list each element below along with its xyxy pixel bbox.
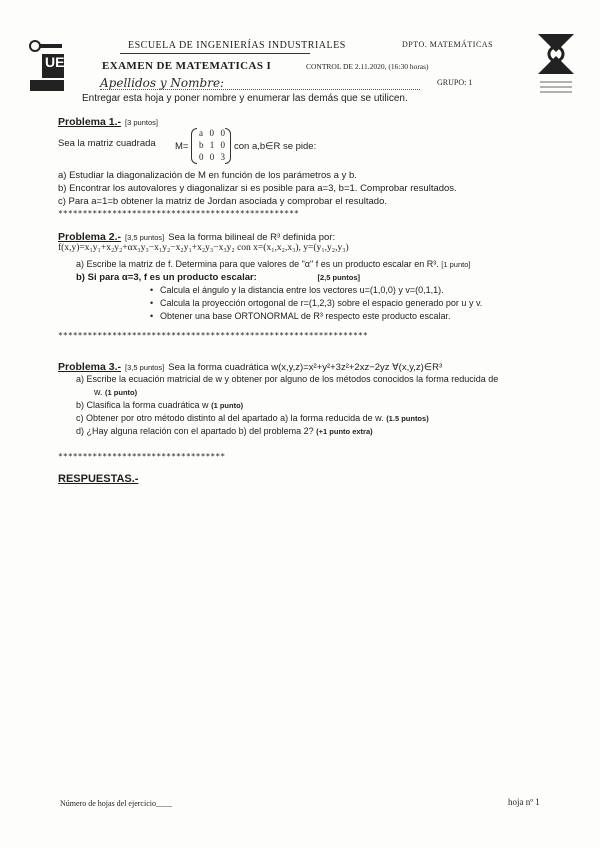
sheet-count-field: Número de hojas del ejercicio____	[60, 799, 172, 808]
problem-2-part-b-text: b) Si para α=3, f es un producto escalar:	[76, 272, 257, 283]
problem-3-heading	[58, 357, 442, 375]
problem-3-points: [3,5 puntos]	[125, 363, 165, 372]
problem-3-part-c	[76, 413, 429, 423]
logo-letters: UEX	[45, 54, 74, 70]
matrix-label: M=	[175, 141, 189, 152]
problem-3-part-a-points: (1 punto)	[105, 388, 138, 397]
problem-2-points: [3,5 puntos]	[125, 233, 165, 242]
name-label: Apellidos y Nombre:	[100, 76, 225, 90]
problem-3-part-c-points: (1.5 puntos)	[386, 414, 429, 423]
problem-1-part-a: a) Estudiar la diagonalización de M en función de los parámetros a y b.	[58, 170, 357, 181]
control-date: CONTROL DE 2.11.2020, (16:30 horas)	[306, 62, 429, 71]
page-number: hoja nº 1	[508, 797, 540, 807]
problem-3-part-a: a) Escribe la ecuación matricial de w y obtener por alguno de los métodos conocidos la forma reducida de	[76, 374, 499, 384]
problem-1-title: Problema 1.-	[58, 116, 122, 128]
problem-1-intro: Sea la matriz cuadrada	[58, 138, 156, 149]
problem-2-part-a-points: [1 punto]	[441, 260, 471, 269]
school-name: ESCUELA DE INGENIERÍAS INDUSTRIALES	[128, 40, 346, 51]
bilinear-formula: f(x,y)=x₁y₁+x₂y₂+αx₃y₃−x₁y₂−x₂y₁+x₂y₃−x₃y₂ con x=(x₁,x₂,x₃), y=(y₁,y₂,y₃)	[58, 243, 349, 253]
matrix-cell: b	[199, 140, 204, 150]
school-logo	[534, 34, 578, 98]
problem-3-part-a-cont	[94, 387, 137, 397]
matrix-cell: 0	[220, 140, 225, 150]
name-line	[100, 89, 420, 90]
problem-3-intro: Sea la forma cuadrática w(x,y,z)=x²+y²+3z²+2xz−2yz ∀(x,y,z)∈R³	[168, 362, 443, 373]
problem-1-part-b: b) Encontrar los autovalores y diagonalizar si es posible para a=3, b=1. Comprobar resultados.	[58, 183, 457, 194]
problem-2-part-a-text: a) Escribe la matriz de f. Determina para que valores de "α" f es un producto escalar en R³.	[76, 259, 439, 269]
problem-1-points: [3 puntos]	[125, 118, 158, 127]
separator-stars: *************************************************	[58, 209, 299, 218]
matrix-cell: 3	[220, 152, 225, 162]
problem-3-part-c-text: c) Obtener por otro método distinto al del apartado a) la forma reducida de w.	[76, 413, 384, 423]
problem-2-part-a	[76, 259, 470, 269]
matrix-cell: a	[199, 128, 203, 138]
university-logo	[26, 40, 74, 92]
problem-1-part-c: c) Para a=1=b obtener la matriz de Jordan asociada y comprobar el resultado.	[58, 196, 387, 207]
problem-2-part-b-points: [2,5 puntos]	[317, 273, 360, 282]
problem-3-part-a-text: w.	[94, 387, 103, 397]
matrix-condition: con a,b∈R se pide:	[234, 141, 317, 152]
matrix-cell: 0	[199, 152, 204, 162]
separator-stars: ***************************************************************	[58, 331, 368, 340]
problem-3-part-d	[76, 426, 373, 436]
problem-3-part-b-text: b) Clasifica la forma cuadrática w	[76, 400, 209, 410]
problem-2-bullet-3: • Obtener una base ORTONORMAL de R³ respecto este producto escalar.	[160, 311, 450, 321]
exam-title: EXAMEN DE MATEMATICAS I	[102, 60, 272, 72]
problem-2-bullet-1: • Calcula el ángulo y la distancia entre los vectores u=(1,0,0) y v=(0,1,1).	[160, 285, 444, 295]
matrix-cell: 1	[209, 140, 215, 150]
problem-3-part-d-points: (+1 punto extra)	[316, 427, 373, 436]
problem-1-heading	[58, 112, 158, 130]
problem-3-part-b-points: (1 punto)	[211, 401, 244, 410]
department: DPTO. MATEMÁTICAS	[402, 40, 494, 49]
problem-3-part-d-text: d) ¿Hay alguna relación con el apartado b) del problema 2?	[76, 426, 314, 436]
group-label: GRUPO: 1	[437, 78, 473, 87]
matrix-cell: 0	[220, 128, 225, 138]
problem-2-intro: Sea la forma bilineal de R³ definida por:	[168, 232, 336, 243]
answers-heading: RESPUESTAS.-	[58, 473, 139, 485]
problem-2-bullet-2: • Calcula la proyección ortogonal de r=(1,2,3) sobre el espacio generado por u y v.	[160, 298, 482, 308]
matrix-cell: 0	[209, 128, 214, 138]
problem-3-title: Problema 3.-	[58, 361, 122, 373]
problem-2-title: Problema 2.-	[58, 231, 122, 243]
problem-2-part-b	[76, 272, 360, 283]
problem-3-part-b	[76, 400, 243, 410]
matrix-m	[191, 128, 231, 164]
matrix-cell: 0	[209, 152, 215, 162]
header-rule	[120, 53, 310, 54]
separator-stars: **********************************	[58, 452, 226, 461]
instruction: Entregar esta hoja y poner nombre y enumerar las demás que se utilicen.	[82, 93, 408, 104]
